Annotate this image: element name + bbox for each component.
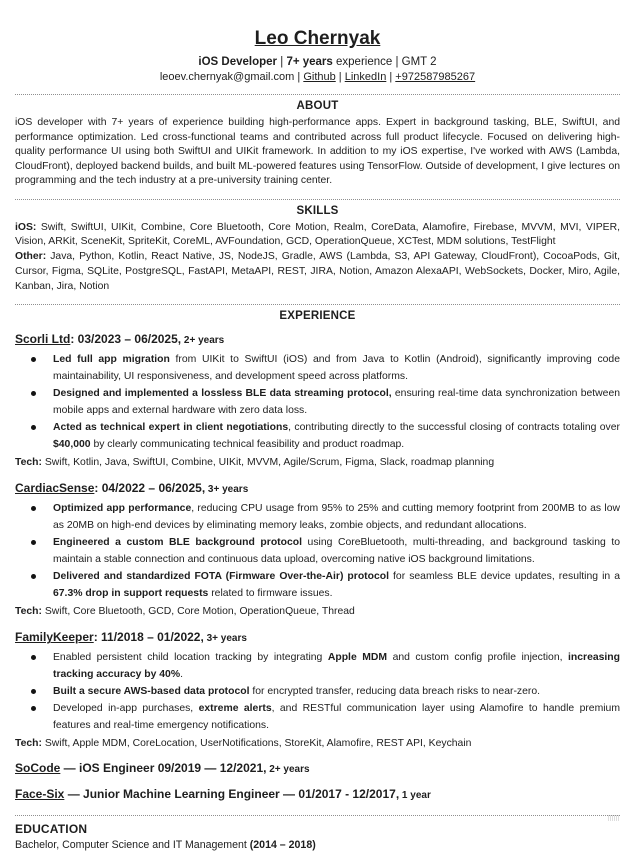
scan-artifact: [608, 815, 619, 821]
experience-entry: [15, 481, 620, 619]
skills-ios-line: [15, 221, 620, 251]
experience-bullet: [15, 500, 620, 534]
text-run: Swift, SwiftUI, UIKit, Combine, Core Bluetooth, Core Motion, Realm, CoreData, Alamofire, Firebase, MVVM, MVI, VIPER, Vision, ARKit, SceneKit, SpriteKit, CoreML, AVFoundation, GCD, OperationQueue, XCTest, MDM solutions, TestFlight: [15, 221, 620, 248]
section-divider: [15, 199, 620, 200]
text-run: Acted as technical expert in client negotiations: [53, 422, 289, 434]
company-name: FamilyKeeper: [15, 630, 94, 645]
experience-entry: [15, 332, 620, 470]
experience-bullet: [15, 700, 620, 734]
text-run: : 03/2023 – 06/2025,: [70, 332, 182, 347]
text-run: using CoreBluetooth, multi-threading, and background tasking to maintain a stable connection and continuous data upload, overcoming native iOS background limitations.: [53, 537, 620, 566]
text-run: , contributing directly to the successful closing of contracts totaling over: [288, 422, 620, 434]
experience-bullet: [15, 385, 620, 419]
headline: [15, 55, 620, 69]
text-run: $40,000: [53, 439, 91, 451]
text-run: Bachelor, Computer Science and IT Management: [15, 839, 250, 852]
text-run: Led full app migration: [53, 354, 170, 366]
experience-entries: [15, 332, 620, 803]
text-run: |: [277, 56, 287, 68]
text-run: 7+ years: [286, 56, 333, 68]
company-heading: [15, 761, 620, 777]
skills-ios-label: iOS:: [15, 221, 37, 233]
text-run: 3+ years: [203, 633, 247, 645]
company-heading: [15, 787, 620, 803]
text-run: |: [386, 71, 396, 83]
company-name: SoCode: [15, 761, 61, 776]
about-paragraph: iOS developer with 7+ years of experience building high-performance apps. Expert in background tasking, BLE, SwiftUI, and performance optimization. Led cross-functional teams and contributed across full product lifecycle. Focused on delivering high-quality performance UI using both SwiftUI and UIKit framework. In addition to my iOS expertise, I've worked with AWS (Lambda, CloudFront), deployed backend builds, and built ML-powered features using TensorFlow. Outside of development, I give lectures on programming and the tech industry at a pre-university training center.: [15, 117, 620, 186]
text-run: Java, Python, Kotlin, React Native, JS, NodeJS, Gradle, AWS (Lambda, S3, API Gateway, CloudFront), CocoaPods, Git, Cursor, Figma, SQLite, PostgreSQL, FastAPI, MetaAPI, REST, JIRA, Notion, Amazon AlexaAPI, WebSockets, Docker, Miro, Agile, Kanban, Jira, Notion: [15, 251, 620, 292]
section-divider: [15, 815, 620, 816]
section-title-skills: SKILLS: [296, 204, 339, 217]
text-run: and custom config profile injection,: [387, 652, 569, 664]
text-run: ensuring real-time data synchronization between mobile apps and external hardware with zero data loss.: [53, 388, 621, 417]
experience-bullet: [15, 649, 620, 683]
section-title-experience: EXPERIENCE: [279, 310, 356, 323]
text-run: 67.3% drop in support requests: [53, 588, 209, 600]
text-run: Developed in-app purchases,: [53, 703, 199, 715]
bullet-list: [15, 649, 620, 734]
experience-entry: [15, 787, 620, 803]
person-name: Leo Chernyak: [254, 28, 381, 49]
text-run: Swift, Apple MDM, CoreLocation, UserNotifications, StoreKit, Alamofire, REST API, Keychain: [41, 738, 472, 750]
text-run: — iOS Engineer 09/2019 — 12/2021,: [60, 761, 267, 776]
experience-entry: [15, 761, 620, 777]
text-run: for seamless BLE device updates, resulting in a: [389, 571, 620, 583]
text-run: extreme alerts: [198, 703, 272, 715]
tech-label: Tech:: [15, 738, 42, 750]
text-run: .: [180, 669, 183, 681]
company-heading: [15, 332, 620, 348]
text-run: — Junior Machine Learning Engineer — 01/2017 - 12/2017,: [64, 787, 400, 802]
text-run: Enabled persistent child location tracking by integrating: [53, 652, 328, 664]
experience-bullet: [15, 419, 620, 453]
bullet-list: [15, 500, 620, 602]
phone-link[interactable]: +972587985267: [395, 71, 476, 83]
text-run: Swift, Core Bluetooth, GCD, Core Motion, OperationQueue, Thread: [41, 606, 355, 618]
text-run: experience | GMT 2: [332, 56, 437, 68]
experience-bullet: [15, 568, 620, 602]
text-run: by clearly communicating technical feasibility and product roadmap.: [90, 439, 405, 451]
experience-bullet: [15, 534, 620, 568]
tech-line: [15, 736, 620, 751]
company-name: CardiacSense: [15, 481, 95, 496]
section-title-education: EDUCATION: [15, 822, 88, 837]
text-run: |: [294, 71, 304, 83]
contact-line: [15, 71, 620, 84]
linkedin-link[interactable]: LinkedIn: [344, 71, 387, 83]
experience-entry: [15, 630, 620, 751]
text-run: Engineered a custom BLE background protocol: [53, 537, 302, 549]
skills-other-label: Other:: [15, 251, 47, 263]
text-run: (2014 – 2018): [249, 839, 316, 852]
text-run: Designed and implemented a lossless BLE data streaming protocol,: [53, 388, 392, 400]
text-run: related to firmware issues.: [208, 588, 333, 600]
text-run: for encrypted transfer, reducing data breach risks to near-zero.: [249, 686, 541, 698]
education-line: [15, 838, 620, 852]
text-run: 3+ years: [205, 484, 249, 496]
text-run: iOS Developer: [198, 56, 278, 68]
tech-line: [15, 455, 620, 470]
text-run: , reducing CPU usage from 95% to 25% and cutting memory footprint from 200MB to as low as 20MB on high-end devices by eliminating memory leaks, zombie objects, and redundant allocations.: [53, 503, 620, 532]
tech-line: [15, 604, 620, 619]
text-run: : 11/2018 – 01/2022,: [93, 630, 204, 645]
text-run: increasing tracking accuracy by 40%: [53, 652, 621, 681]
skills-other-line: [15, 250, 620, 294]
section-title-about: ABOUT: [296, 100, 339, 112]
email-text: leoev.chernyak@gmail.com: [159, 71, 295, 83]
tech-label: Tech:: [15, 457, 42, 469]
company-name: Scorli Ltd: [15, 332, 71, 347]
company-name: Face-Six: [15, 787, 65, 802]
text-run: Apple MDM: [327, 652, 388, 664]
text-run: 2+ years: [181, 335, 225, 347]
company-heading: [15, 630, 620, 646]
experience-bullet: [15, 351, 620, 385]
experience-bullet: [15, 683, 620, 700]
text-run: from UIKit to SwiftUI (iOS) and from Java to Kotlin (Android), significantly improving code maintainability, UI responsiveness, and development speed across platforms.: [53, 354, 620, 383]
text-run: 1 year: [399, 790, 431, 802]
text-run: Delivered and standardized FOTA (Firmware Over-the-Air) protocol: [53, 571, 389, 583]
company-heading: [15, 481, 620, 497]
text-run: , and RESTful communication layer using Alamofire to handle premium features and real-time emergency notifications.: [53, 703, 620, 732]
text-run: 2+ years: [266, 764, 310, 776]
text-run: |: [335, 71, 345, 83]
section-divider: [15, 94, 620, 95]
github-link[interactable]: Github: [303, 71, 336, 83]
section-divider: [15, 304, 620, 305]
text-run: Built a secure AWS-based data protocol: [53, 686, 250, 698]
text-run: : 04/2022 – 06/2025,: [94, 481, 206, 496]
text-run: Swift, Kotlin, Java, SwiftUI, Combine, UIKit, MVVM, Agile/Scrum, Figma, Slack, roadmap planning: [41, 457, 495, 469]
bullet-list: [15, 351, 620, 453]
tech-label: Tech:: [15, 606, 42, 618]
text-run: Optimized app performance: [53, 503, 192, 515]
